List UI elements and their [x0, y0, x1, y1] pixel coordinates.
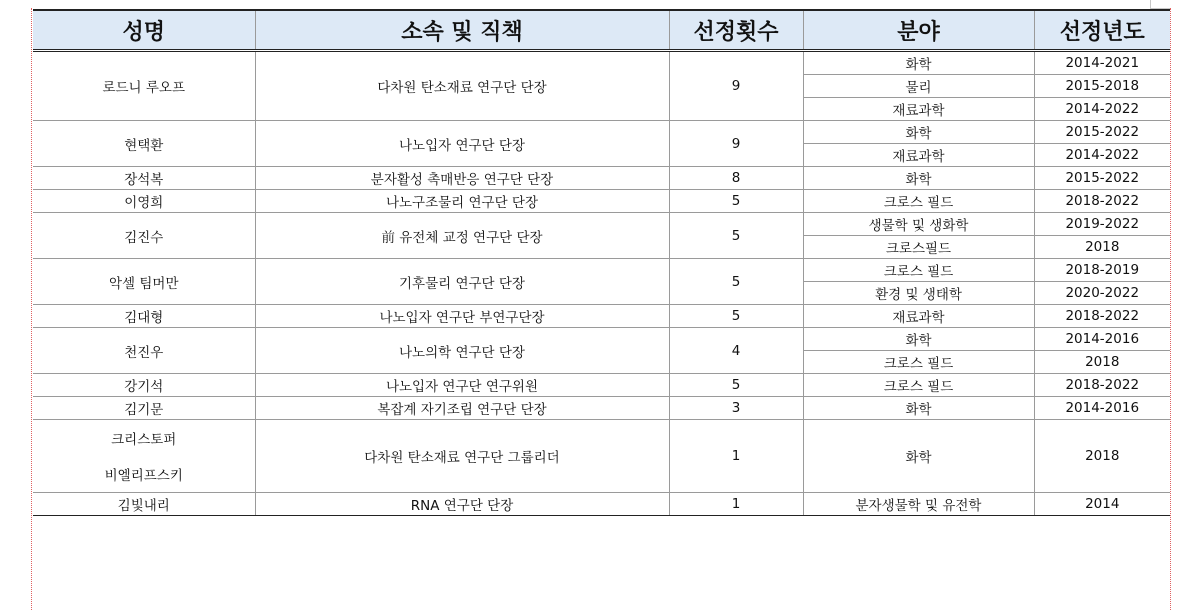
cell-year: 2014-2016: [1034, 397, 1170, 420]
table-row: [33, 167, 1170, 190]
cell-count: 3: [669, 397, 803, 420]
table-row: [33, 305, 1170, 328]
header-name: 성명: [33, 10, 255, 51]
cell-field: 화학: [803, 328, 1034, 351]
cell-field: 크로스 필드: [803, 351, 1034, 374]
cell-position: 복잡계 자기조립 연구단 단장: [255, 397, 669, 420]
cell-count: 5: [669, 190, 803, 213]
header-year: 선정년도: [1034, 10, 1170, 51]
header-row: [33, 10, 1170, 51]
name-two-line: [33, 420, 255, 492]
cell-field: 크로스 필드: [803, 190, 1034, 213]
cell-name: 김기문: [33, 397, 255, 420]
cell-name: 로드니 루오프: [33, 51, 255, 121]
table-row: [33, 51, 1170, 75]
cell-year: 2020-2022: [1034, 282, 1170, 305]
cell-year: 2015-2018: [1034, 75, 1170, 98]
cell-name: 장석복: [33, 167, 255, 190]
cell-year: 2019-2022: [1034, 213, 1170, 236]
cell-field: 물리: [803, 75, 1034, 98]
cell-position: RNA 연구단 단장: [255, 493, 669, 516]
cell-field: 크로스 필드: [803, 259, 1034, 282]
cell-count: 1: [669, 420, 803, 493]
cell-position: 다차원 탄소재료 연구단 단장: [255, 51, 669, 121]
cell-year: 2018-2022: [1034, 190, 1170, 213]
cell-year: 2018-2022: [1034, 305, 1170, 328]
cell-year: 2014-2021: [1034, 51, 1170, 75]
cell-name: 현택환: [33, 121, 255, 167]
cell-count: 5: [669, 259, 803, 305]
cell-name: 천진우: [33, 328, 255, 374]
cell-count: 1: [669, 493, 803, 516]
table-row: [33, 121, 1170, 144]
table-row: [33, 493, 1170, 516]
cell-position: 분자활성 촉매반응 연구단 단장: [255, 167, 669, 190]
table-row: [33, 259, 1170, 282]
cell-position: 나노입자 연구단 단장: [255, 121, 669, 167]
cell-count: 5: [669, 305, 803, 328]
cell-position: 나노입자 연구단 연구위원: [255, 374, 669, 397]
cell-year: 2014-2022: [1034, 144, 1170, 167]
cell-field: 화학: [803, 167, 1034, 190]
cell-position: 나노입자 연구단 부연구단장: [255, 305, 669, 328]
cell-year: 2018: [1034, 420, 1170, 493]
cell-field: 화학: [803, 397, 1034, 420]
cell-field: 화학: [803, 51, 1034, 75]
cell-field: 환경 및 생태학: [803, 282, 1034, 305]
cell-year: 2014-2016: [1034, 328, 1170, 351]
cell-name: 이영희: [33, 190, 255, 213]
cell-year: 2014-2022: [1034, 98, 1170, 121]
cell-count: 4: [669, 328, 803, 374]
cell-name: 악셀 팀머만: [33, 259, 255, 305]
cell-field: 분자생물학 및 유전학: [803, 493, 1034, 516]
cell-year: 2018-2022: [1034, 374, 1170, 397]
header-position: 소속 및 직책: [255, 10, 669, 51]
header-field: 분야: [803, 10, 1034, 51]
cell-position: 나노의학 연구단 단장: [255, 328, 669, 374]
top-ruler-strip: [0, 0, 1195, 8]
header-count: 선정횟수: [669, 10, 803, 51]
cell-position: 前 유전체 교정 연구단 단장: [255, 213, 669, 259]
cell-position: 기후물리 연구단 단장: [255, 259, 669, 305]
cell-year: 2018: [1034, 236, 1170, 259]
cell-count: 9: [669, 51, 803, 121]
cell-field: 크로스 필드: [803, 374, 1034, 397]
cell-name: 강기석: [33, 374, 255, 397]
cell-field: 화학: [803, 121, 1034, 144]
cell-position: 다차원 탄소재료 연구단 그룹리더: [255, 420, 669, 493]
cell-count: 8: [669, 167, 803, 190]
table-row: [33, 190, 1170, 213]
cell-name: [33, 420, 255, 493]
researcher-table: [33, 9, 1170, 516]
cell-field: 재료과학: [803, 144, 1034, 167]
cell-count: 9: [669, 121, 803, 167]
right-margin-guide: [1170, 8, 1171, 610]
cell-field: 재료과학: [803, 98, 1034, 121]
cell-year: 2018-2019: [1034, 259, 1170, 282]
cell-field: 크로스필드: [803, 236, 1034, 259]
cell-year: 2015-2022: [1034, 121, 1170, 144]
cell-field: 생물학 및 생화학: [803, 213, 1034, 236]
cell-count: 5: [669, 374, 803, 397]
page-corner-mark: [1150, 0, 1171, 9]
cell-count: 5: [669, 213, 803, 259]
table-row: [33, 397, 1170, 420]
table-row: [33, 213, 1170, 236]
cell-name: 김대형: [33, 305, 255, 328]
name-line-1: 크리스토퍼: [111, 432, 177, 448]
name-line-2: 비엘리프스키: [104, 468, 183, 484]
cell-name: 김진수: [33, 213, 255, 259]
cell-field: 화학: [803, 420, 1034, 493]
table-row: [33, 374, 1170, 397]
cell-year: 2015-2022: [1034, 167, 1170, 190]
cell-field: 재료과학: [803, 305, 1034, 328]
cell-position: 나노구조물리 연구단 단장: [255, 190, 669, 213]
left-margin-guide: [31, 8, 32, 610]
table-row: [33, 328, 1170, 351]
cell-year: 2018: [1034, 351, 1170, 374]
cell-year: 2014: [1034, 493, 1170, 516]
table-row: [33, 420, 1170, 493]
cell-name: 김빛내리: [33, 493, 255, 516]
